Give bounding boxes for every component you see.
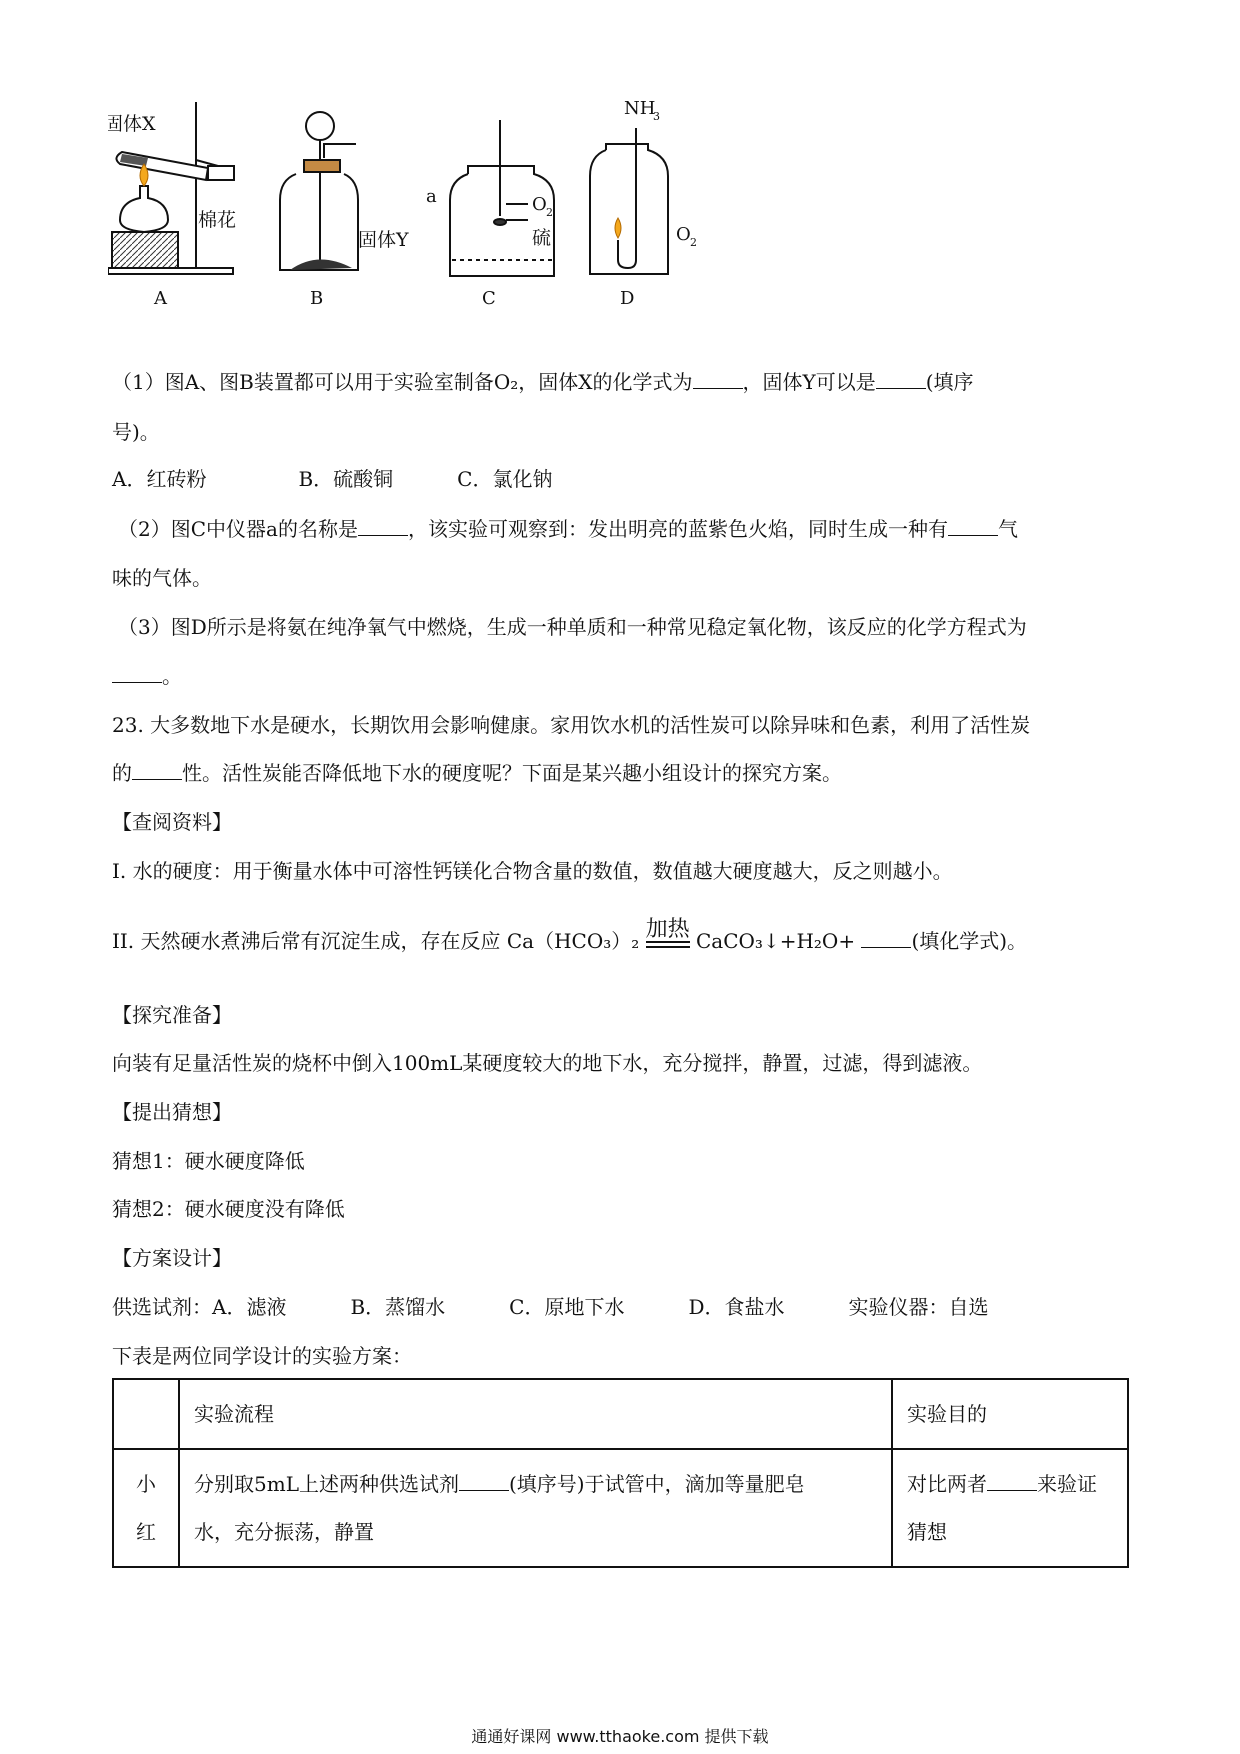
experiment-table (112, 1378, 1129, 1568)
guess-2: 猜想2：硬水硬度没有降低 (112, 1197, 345, 1221)
apparatus-figure (108, 100, 788, 350)
section-guess: 【提出猜想】 (112, 1100, 232, 1124)
label-a: A (154, 288, 167, 309)
header-blank-cell (113, 1379, 179, 1449)
o2-label-d: O (676, 224, 691, 245)
section-prep: 【探究准备】 (112, 1003, 232, 1027)
solid-x-label: 固体X (108, 113, 156, 135)
solid-y-label: 固体Y (358, 229, 409, 251)
sulfur-label: 硫 (532, 227, 552, 249)
q2-line1: （2）图C中仪器a的名称是 ，该实验可观察到：发出明亮的蓝紫色火焰，同时生成一种有 气 (118, 517, 1018, 541)
svg-text:2: 2 (546, 206, 553, 219)
o2-label-c: O (532, 194, 547, 215)
eq-condition: 加热 (645, 917, 690, 942)
prep-text: 向装有足量活性炭的烧杯中倒入100mL某硬度较大的地下水，充分搅拌，静置，过滤，得到滤液。 (112, 1051, 983, 1075)
q23-line2: 的 性。活性炭能否降低地下水的硬度呢？下面是某兴趣小组设计的探究方案。 (112, 761, 842, 785)
instrument-a-label: a (426, 186, 437, 207)
svg-text:3: 3 (653, 110, 660, 123)
header-process: 实验流程 (179, 1379, 892, 1449)
info-1: I. 水的硬度：用于衡量水体中可溶性钙镁化合物含量的数值，数值越大硬度越大，反之则越小。 (112, 859, 953, 883)
cotton-label: 棉花 (198, 209, 237, 231)
label-d: D (620, 288, 635, 309)
row-name: 小红 (113, 1449, 179, 1567)
q1-line2: 号)。 (112, 420, 160, 444)
apparatus-d (590, 128, 668, 274)
reagents-line: 供选试剂：A．滤液 B．蒸馏水 C．原地下水 D．食盐水 实验仪器：自选 (112, 1295, 989, 1319)
q3-line1: （3）图D所示是将氨在纯净氧气中燃烧，生成一种单质和一种常见稳定氧化物，该反应的化学方程式为 (118, 615, 1027, 639)
nh3-label: NH (624, 100, 656, 119)
table-header-row (113, 1379, 1128, 1449)
section-design: 【方案设计】 (112, 1246, 232, 1270)
table-intro: 下表是两位同学设计的实验方案： (112, 1344, 412, 1368)
guess-1: 猜想1：硬水硬度降低 (112, 1149, 305, 1173)
q3-line2: 。 (112, 663, 182, 689)
apparatus-diagram (108, 100, 788, 350)
row-process: 分别取5mL上述两种供选试剂 (填序号)于试管中，滴加等量肥皂 水，充分振荡，静置 (179, 1449, 892, 1567)
svg-text:2: 2 (690, 236, 697, 249)
label-b: B (310, 288, 324, 309)
label-c: C (482, 288, 496, 309)
section-reference: 【查阅资料】 (112, 810, 232, 834)
page-footer: 通通好课网 www.tthaoke.com 提供下载 (471, 1727, 769, 1746)
table-row (113, 1449, 1128, 1567)
row-purpose: 对比两者 来验证 猜想 (892, 1449, 1128, 1567)
info-2: II. 天然硬水煮沸后常有沉淀生成，存在反应 Ca（HCO₃）₂ 加热 CaCO₃↓+H₂O+ (填化学式)。 (112, 917, 1028, 953)
q2-line2: 味的气体。 (112, 566, 212, 590)
q1-line1: （1）图A、图B装置都可以用于实验室制备O₂，固体X的化学式为 ，固体Y可以是 (填序 (112, 370, 974, 394)
apparatus-b (280, 112, 358, 270)
q1-options: A．红砖粉 B．硫酸铜 C．氯化钠 (112, 467, 553, 491)
q23-line1: 23. 大多数地下水是硬水，长期饮用会影响健康。家用饮水机的活性炭可以除异味和色素，利用了活性炭 (112, 713, 1031, 737)
header-purpose: 实验目的 (892, 1379, 1128, 1449)
